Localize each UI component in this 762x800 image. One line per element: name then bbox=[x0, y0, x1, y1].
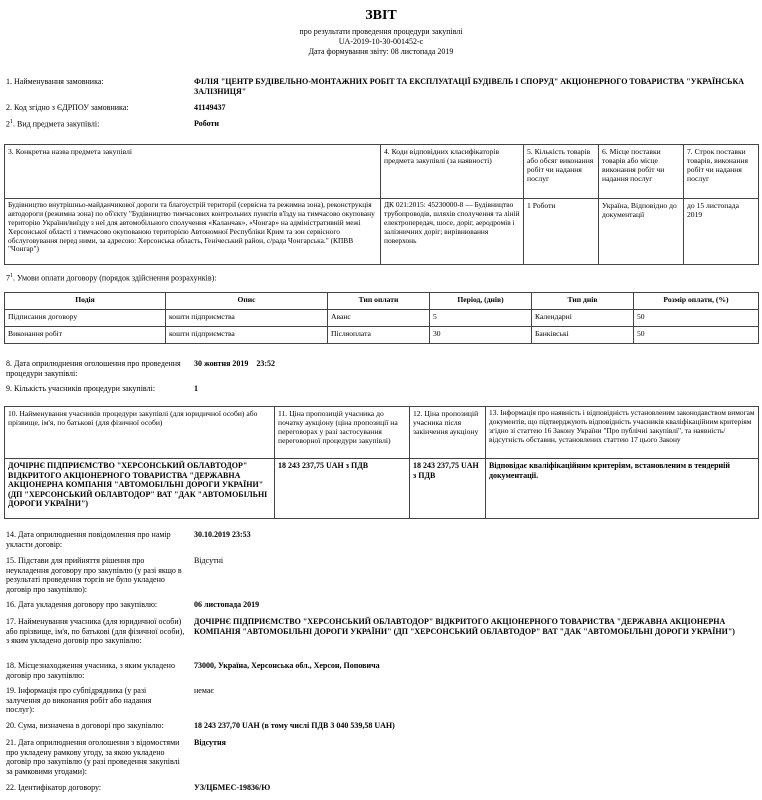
table-cell: кошти підприємства bbox=[166, 327, 328, 344]
table-row bbox=[5, 199, 759, 265]
col-header-payment-type: Тип оплати bbox=[328, 293, 430, 310]
field-16-value: 06 листопада 2019 bbox=[194, 600, 260, 609]
col-header-participant: 10. Найменування учасників процедури закупівлі (для юридичної особи) або прізвище, ім'я, по батькові (для фізичної особи) bbox=[5, 407, 275, 459]
table-cell: Аванс bbox=[328, 310, 430, 327]
report-subtitle: про результати проведення процедури закупівлі bbox=[299, 27, 463, 36]
subject-term: до 15 листопада 2019 bbox=[684, 199, 759, 265]
field-18-label: 18. Місцезнаходження учасника, з яким укладено договір про закупівлю: bbox=[6, 661, 175, 680]
col-header-day-type: Тип днів bbox=[532, 293, 634, 310]
table-cell: 50 bbox=[634, 310, 759, 327]
table-cell: 30 bbox=[430, 327, 532, 344]
participant-initial-price: 18 243 237,75 UAH з ПДВ bbox=[275, 459, 410, 519]
col-header-subject: 3. Конкретна назва предмета закупівлі bbox=[5, 145, 381, 199]
subject-table bbox=[4, 144, 759, 265]
subject-name: Будівництво внутрішньо-майданчикової дороги та благоустрій території (сервісна та режимна зона), реконструкція автодороги (режимна зона) по об'єкту "Будівництво тимчасових контрольних пунктів в'їзду на тимчасово окуповану територію України/виїзду з неї для автомобільного сполучення «Каланчак», «Чонгар» на адміністративній межі Херсонської області з тимчасово окупованою територією Автономної Республіки Крим та зон сервісного обслуговування перед ними, за адресою: Херсонська область, Генічеський район, с/рада Чонгарська." (КПВВ "Чонгар") bbox=[5, 199, 381, 265]
field-7-1-label: $7^1$. Умови оплати договору (порядок здійснення розрахунків): bbox=[6, 273, 217, 283]
col-header-place: 6. Місце поставки товарів або місце виконання робіт чи надання послуг bbox=[599, 145, 684, 199]
field-9-value: 1 bbox=[194, 384, 198, 393]
table-cell: Підписання договору bbox=[5, 310, 166, 327]
col-header-period: Період, (днів) bbox=[430, 293, 532, 310]
col-header-event: Подія bbox=[5, 293, 166, 310]
participant-qualification: Відповідає кваліфікаційним критеріям, встановленим в тендерній документації. bbox=[486, 459, 759, 519]
field-16-label: 16. Дата укладення договору про закупівлю: bbox=[6, 600, 158, 609]
col-header-codes: 4. Коди відповідних класифікаторів предмета закупівлі (за наявності) bbox=[381, 145, 524, 199]
col-header-quantity: 5. Кількість товарів або обсяг виконання робіт чи надання послуг bbox=[524, 145, 599, 199]
field-20-label: 20. Сума, визначена в договорі про закупівлю: bbox=[6, 721, 164, 730]
field-2-label: 2. Код згідно з ЄДРПОУ замовника: bbox=[6, 103, 129, 112]
subject-codes: ДК 021:2015: 45230000-8 — Будівництво трубопроводів, шляхів сполучення та ліній електропередач, шосе, доріг, аеродромів і залізничних доріг; вирівнювання поверхонь bbox=[381, 199, 524, 265]
table-row bbox=[5, 459, 759, 519]
field-19-value: немає bbox=[194, 686, 214, 695]
col-header-term: 7. Строк поставки товарів, виконання робіт чи надання послуг bbox=[684, 145, 759, 199]
field-8-label: 8. Дата оприлюднення оголошення про проведення процедури закупівлі: bbox=[6, 359, 181, 378]
field-1-label: 1. Найменування замовника: bbox=[6, 77, 104, 86]
participant-name: ДОЧІРНЄ ПІДПРИЄМСТВО "ХЕРСОНСЬКИЙ ОБЛАВТОДОР" ВІДКРИТОГО АКЦІОНЕРНОГО ТОВАРИСТВА "ДЕРЖАВНА АКЦІОНЕРНА КОМПАНІЯ "АВТОМОБІЛЬНІ ДОРОГИ УКРАЇНИ" (ДП "ХЕРСОНСЬКИЙ ОБЛАВТОДОР" ВАТ "ДАК "АВТОМОБІЛЬНІ ДОРОГИ УКРАЇНИ") bbox=[5, 459, 275, 519]
field-17-label: 17. Найменування учасника (для юридичної особи) або прізвище, ім'я, по батькові (для фізичної особи), з яким укладено договір про закупівлю: bbox=[6, 617, 185, 646]
col-header-description: Опис bbox=[166, 293, 328, 310]
table-cell: 50 bbox=[634, 327, 759, 344]
table-row bbox=[5, 327, 759, 344]
field-15-value: Відсутні bbox=[194, 556, 224, 565]
procurement-id: UA-2019-10-30-001452-c bbox=[338, 37, 424, 46]
field-21-value: Відсутня bbox=[194, 738, 226, 747]
field-1-value: ФІЛІЯ "ЦЕНТР БУДІВЕЛЬНО-МОНТАЖНИХ РОБІТ ТА ЕКСПЛУАТАЦІЇ БУДІВЕЛЬ І СПОРУД" АКЦІОНЕРНОГО ТОВАРИСТВА "УКРАЇНСЬКА ЗАЛІЗНИЦЯ" bbox=[194, 77, 745, 96]
col-header-amount: Розмір оплати, (%) bbox=[634, 293, 759, 310]
field-22-value: УЗ/ЦБМЕС-19836/Ю bbox=[194, 783, 271, 792]
field-19-label: 19. Інформація про субпідрядника (у разі залучення до виконання робіт або надання послуг): bbox=[6, 686, 152, 715]
col-header-qualification: 13. Інформація про наявність і відповідність установленим законодавством вимогам документів, що підтверджують відповідність учасників кваліфікаційним критеріям згідно зі статтею 16 Закону України "Про публічні закупівлі", та наявність/відсутність обставин, установлених статтею 17 цього Закону bbox=[486, 407, 759, 459]
field-17-value: ДОЧІРНЄ ПІДПРИЄМСТВО "ХЕРСОНСЬКИЙ ОБЛАВТОДОР" ВІДКРИТОГО АКЦІОНЕРНОГО ТОВАРИСТВА "ДЕРЖАВНА АКЦІОНЕРНА КОМПАНІЯ "АВТОМОБІЛЬНІ ДОРОГИ УКРАЇНИ" (ДП "ХЕРСОНСЬКИЙ ОБЛАВТОДОР" ВАТ "ДАК "АВТОМОБІЛЬНІ ДОРОГИ УКРАЇНИ") bbox=[194, 617, 735, 636]
subject-place: Україна, Відповідно до документації bbox=[599, 199, 684, 265]
subject-table-header bbox=[5, 145, 759, 199]
col-header-initial-price: 11. Ціна пропозицій учасника до початку аукціону (ціна пропозиції на переговорах у разі застосування переговорної процедури закупівлі) bbox=[275, 407, 410, 459]
field-2-1-label: $2^1$. Вид предмета закупівлі: bbox=[6, 119, 100, 129]
field-9-label: 9. Кількість учасників процедури закупівлі: bbox=[6, 384, 156, 393]
field-2-1-value: Роботи bbox=[194, 119, 220, 128]
table-cell: 5 bbox=[430, 310, 532, 327]
report-title: ЗВІТ bbox=[365, 8, 397, 23]
participants-table-header bbox=[5, 407, 759, 459]
table-cell: Банківські bbox=[532, 327, 634, 344]
field-20-value: 18 243 237,70 UAH (в тому числі ПДВ 3 040 539,58 UAH) bbox=[194, 721, 395, 730]
subject-quantity: 1 Роботи bbox=[524, 199, 599, 265]
col-header-final-price: 12. Ціна пропозицій учасника після закінчення аукціону bbox=[410, 407, 486, 459]
field-21-label: 21. Дата оприлюднення оголошення з відомостями про укладену рамкову угоду, за якою укладено договір про закупівлю (у разі проведення закупівлі за рамковими угодами): bbox=[6, 738, 180, 776]
field-2-value: 41149437 bbox=[194, 103, 226, 112]
participants-table bbox=[4, 406, 759, 519]
field-18-value: 73000, Україна, Херсонська обл., Херсон, Поповича bbox=[194, 661, 380, 670]
payment-table bbox=[4, 292, 759, 344]
field-14-value: 30.10.2019 23:53 bbox=[194, 530, 251, 539]
payment-table-header bbox=[5, 293, 759, 310]
report-date: Дата формування звіту: 08 листопада 2019 bbox=[308, 47, 454, 56]
table-cell: Календарні bbox=[532, 310, 634, 327]
field-15-label: 15. Підстави для прийняття рішення про неукладення договору про закупівлю (у разі якщо в результаті проведення торгів не було укладено договір про закупівлю): bbox=[6, 556, 182, 594]
field-14-label: 14. Дата оприлюднення повідомлення про намір укласти договір: bbox=[6, 530, 171, 549]
field-8-value: 30 жовтня 2019 23:52 bbox=[194, 359, 276, 368]
table-cell: Виконання робіт bbox=[5, 327, 166, 344]
field-22-label: 22. Ідентифікатор договору: bbox=[6, 783, 102, 792]
table-row bbox=[5, 310, 759, 327]
table-cell: кошти підприємства bbox=[166, 310, 328, 327]
participant-final-price: 18 243 237,75 UAH з ПДВ bbox=[410, 459, 486, 519]
table-cell: Післяоплата bbox=[328, 327, 430, 344]
